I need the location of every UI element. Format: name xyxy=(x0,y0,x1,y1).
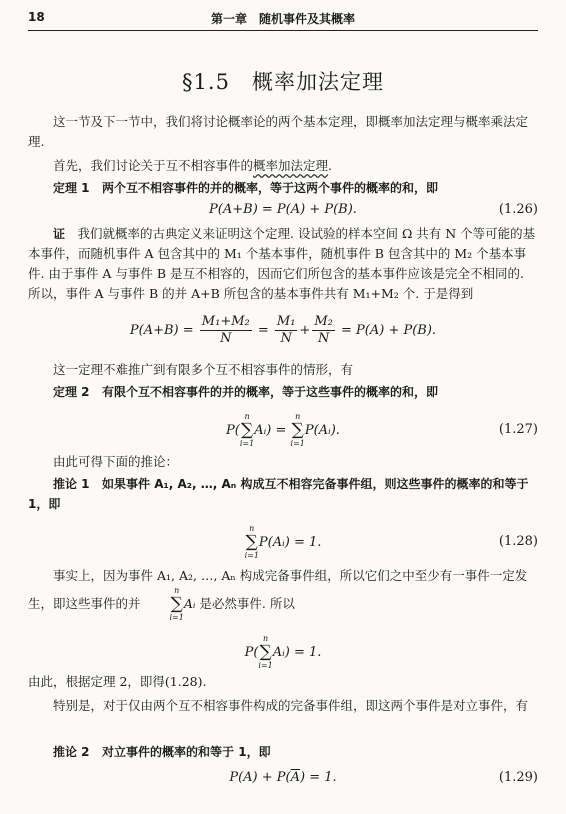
sum-symbol-3 xyxy=(245,524,259,561)
proof-label: 证 xyxy=(53,227,66,241)
paragraph-4: 由此可得下面的推论： xyxy=(53,454,179,469)
equation-1-27 xyxy=(28,410,538,446)
corollary-2 xyxy=(28,742,538,762)
sum-symbol xyxy=(240,412,254,449)
sum3-upper: n xyxy=(249,524,255,533)
proof-frac-main xyxy=(200,314,252,347)
theorem-1-text: 两个互不相容事件的并的概率，等于这两个事件的概率的和，即 xyxy=(102,181,439,195)
sum-symbol-inline xyxy=(145,586,184,623)
frac-numerator: M₁+M₂ xyxy=(201,314,250,329)
corollary-1-label: 推论 1 xyxy=(53,477,90,491)
sum-upper: n xyxy=(244,412,250,421)
proof-paragraph xyxy=(28,224,538,304)
eq-1-27-number: (1.27) xyxy=(498,422,538,437)
intro-paragraph: 这一节及下一节中，我们将讨论概率论的两个基本定理，即概率加法定理与概率乘法定理. xyxy=(28,114,529,149)
eq-sum-one-formula: P( n ∑ i=1 Aᵢ) = 1. xyxy=(244,634,322,670)
paragraph-3: 这一定理不难推广到有限多个互不相容事件的情形，有 xyxy=(53,362,354,377)
proof-eq-rhs: = P(A) + P(B). xyxy=(341,323,437,338)
corollary-1-text: 如果事件 A₁, A₂, …, Aₙ 构成互不相容完备事件组，则这些事件的概率的和等于 1，即 xyxy=(28,477,529,511)
p5-text-b: 是必然事件. 所以 xyxy=(199,596,295,611)
paragraph-5 xyxy=(28,566,538,623)
eq-1-27-formula: P( n ∑ i=1 Aᵢ) = n ∑ i=1 P(Aᵢ). xyxy=(226,412,340,448)
eq-1-29-number: (1.29) xyxy=(498,770,538,785)
a-bar: $\overline{A}$ xyxy=(290,770,300,785)
sumi-upper: n xyxy=(174,586,180,595)
corollary-1 xyxy=(28,474,538,514)
eq-1-26-formula: P(A+B) = P(A) + P(B). xyxy=(209,202,357,217)
frac1-denominator: N xyxy=(280,331,292,346)
theorem-2-text: 有限个互不相容事件的并的概率，等于这些事件的概率的和，即 xyxy=(102,385,439,399)
sum2-lower: i=1 xyxy=(290,439,305,448)
eq-1-28-number: (1.28) xyxy=(498,534,538,549)
sum4-sigma: ∑ xyxy=(259,642,272,662)
sum-lower: i=1 xyxy=(239,439,255,448)
sum-symbol-4 xyxy=(258,634,272,671)
frac2-denominator: N xyxy=(317,331,330,346)
section-title: §1.5 概率加法定理 xyxy=(182,70,384,94)
page-number: 18 xyxy=(28,10,45,24)
paragraph-7: 特别是，对于仅由两个互不相容事件构成的完备事件组，即这两个事件是对立事件，有 xyxy=(53,698,529,713)
proof-equation: P(A+B) = $\frac{\text{M₁+M₂}}{N}$ = $\frac{\text{M₁}}{N}$ + $\frac{\text{M₂}}{N}$ = P(A) + P(B). xyxy=(129,314,437,346)
eqs-p: P xyxy=(244,645,254,660)
eq-1-26-number: (1.26) xyxy=(498,202,538,217)
frac1-numerator: M₁ xyxy=(276,314,296,329)
eq127-p2: P xyxy=(304,423,314,438)
paragraph-6: 由此，根据定理 2，即得(1.28). xyxy=(28,674,207,689)
addition-theorem-term: 概率加法定理 xyxy=(253,158,329,173)
eq128-p: P xyxy=(258,535,268,550)
corollary-2-label: 推论 2 xyxy=(53,745,90,759)
frac-denominator: N xyxy=(220,331,232,346)
eq127-ai2: Aᵢ xyxy=(318,423,331,438)
eq127-p: P xyxy=(226,423,235,438)
running-header xyxy=(28,8,538,31)
equation-sum-one xyxy=(28,632,538,668)
proof-frac-2 xyxy=(312,314,335,347)
eq127-ai: Aᵢ xyxy=(254,423,267,438)
p5-ai: Aᵢ xyxy=(183,596,196,611)
theorem-1-label: 定理 1 xyxy=(53,181,90,195)
theorem-2-label: 定理 2 xyxy=(53,385,90,399)
sumi-lower: i=1 xyxy=(169,613,184,622)
frac2-numerator: M₂ xyxy=(314,314,333,329)
eq-1-29-formula: $P(A) + P(\overline{A}) = 1$. xyxy=(229,770,337,785)
eq128-one: = 1. xyxy=(293,535,322,550)
corollary-2-text: 对立事件的概率的和等于 1，即 xyxy=(102,745,271,759)
paragraph-2 xyxy=(28,156,538,176)
eqs-ai: Aᵢ xyxy=(272,645,285,660)
sum3-lower: i=1 xyxy=(244,551,259,560)
eqs-one: = 1. xyxy=(293,645,322,660)
proof-frac-1 xyxy=(275,314,298,347)
p5-text-a: 事实上，因为事件 A₁, A₂, …, Aₙ 构成完备事件组，所以它们之中至少有一事件一定发生，即这些事件的并 xyxy=(28,568,528,611)
eq127-equals: = xyxy=(275,423,287,438)
sum-symbol-2 xyxy=(291,412,305,449)
sum-sigma: ∑ xyxy=(240,420,254,440)
p2-period: . xyxy=(328,158,333,173)
sum2-sigma: ∑ xyxy=(291,420,304,440)
chapter-title: 第一章 随机事件及其概率 xyxy=(210,12,355,26)
eq-1-28-formula: n ∑ i=1 P(Aᵢ) = 1. xyxy=(244,524,322,560)
sum2-upper: n xyxy=(295,412,301,421)
proof-eq-lhs: P(A+B) = xyxy=(129,323,194,338)
sum3-sigma: ∑ xyxy=(245,532,258,552)
proof-text: 我们就概率的古典定义来证明这个定理. 设试验的样本空间 Ω 共有 N 个等可能的基本事件，而随机事件 A 包含其中的 M₁ 个基本事件，随机事件 B 包含其中的 M₂ 个基本事件. 由于事件 A 与事件 B 是互不相容的，因而它们所包含的基本事件应该是完全不相同的. 所以，事件 A 与事件 B 的并 A+B 所包含的基本事件共有 M₁+M₂ 个. 于是得到 xyxy=(28,226,536,301)
equation-1-28 xyxy=(28,522,538,558)
sumi-sigma: ∑ xyxy=(170,594,183,614)
sum4-lower: i=1 xyxy=(258,661,273,670)
theorem-1 xyxy=(28,178,538,198)
p2-text: 首先，我们讨论关于互不相容事件的 xyxy=(53,158,254,173)
proof-eq-equals: = xyxy=(257,323,269,338)
theorem-2 xyxy=(28,382,538,402)
sum4-upper: n xyxy=(262,634,269,643)
eq128-ai: Aᵢ xyxy=(272,535,285,550)
